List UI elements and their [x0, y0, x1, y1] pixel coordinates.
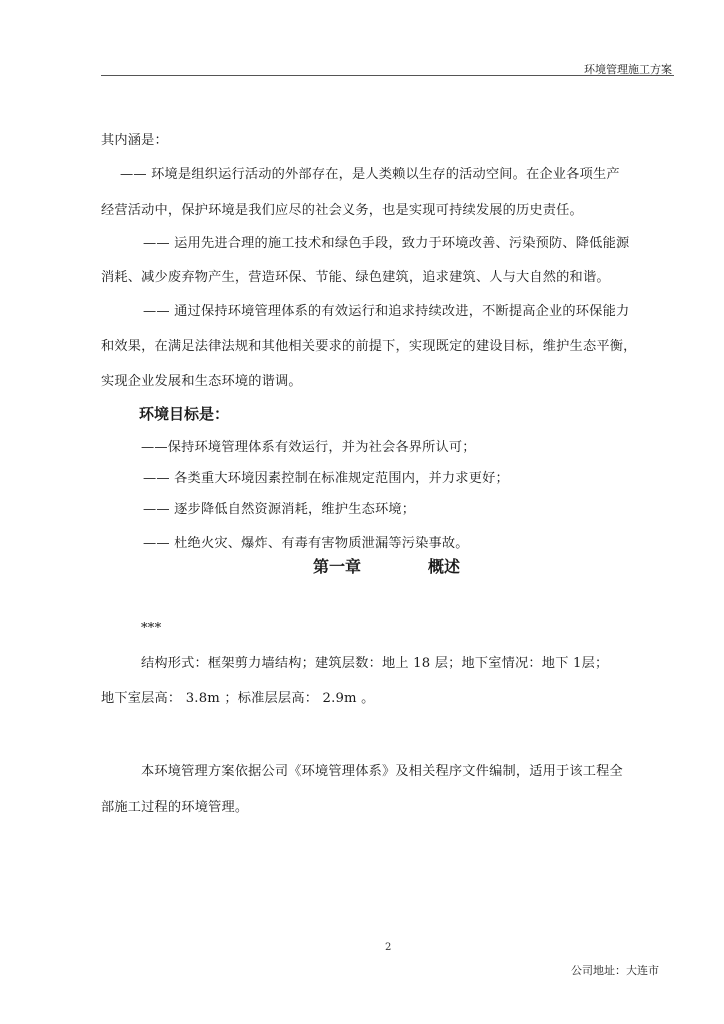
header-title: 环境管理施工方案	[584, 63, 672, 76]
intro-item-1-line-2: 经营活动中，保护环境是我们应尽的社会义务，也是实现可持续发展的历史责任。	[101, 203, 583, 218]
intro-item-3-line-3: 实现企业发展和生态环境的谐调。	[101, 374, 302, 389]
intro-item-2-line-1: —— 运用先进合理的施工技术和绿色手段，致力于环境改善、污染预防、降低能源	[143, 236, 630, 251]
page-number: 2	[385, 942, 392, 953]
goals-heading: 环境目标是：	[139, 405, 230, 423]
chapter-title: 概述	[428, 557, 461, 576]
project-name: ***	[141, 621, 162, 636]
intro-item-1-line-1: —— 环境是组织运行活动的外部存在，是人类赖以生存的活动空间。在企业各项生产	[120, 167, 620, 182]
goal-item: —— 各类重大环境因素控制在标准规定范围内，并力求更好；	[143, 471, 509, 486]
footer-address: 公司地址：大连市	[571, 964, 659, 977]
intro-item-3-line-2: 和效果，在满足法律法规和其他相关要求的前提下，实现既定的建设目标，维护生态平衡，	[101, 339, 637, 354]
header-divider	[101, 75, 674, 76]
intro-label: 其内涵是：	[101, 133, 168, 148]
structure-line-1: 结构形式：框架剪力墙结构；建筑层数：地上 18 层；地下室情况：地下 1层；	[141, 656, 609, 671]
basis-line-1: 本环境管理方案依据公司《环境管理体系》及相关程序文件编制，适用于该工程全	[141, 764, 623, 779]
goal-item: —— 杜绝火灾、爆炸、有毒有害物质泄漏等污染事故。	[143, 536, 469, 551]
goal-item: ——保持环境管理体系有效运行，并为社会各界所认可；	[141, 440, 476, 455]
intro-item-3-line-1: —— 通过保持环境管理体系的有效运行和追求持续改进，不断提高企业的环保能力	[143, 304, 630, 319]
basis-line-2: 部施工过程的环境管理。	[101, 800, 249, 815]
structure-line-2: 地下室层高： 3.8m ；标准层层高： 2.9m 。	[101, 691, 375, 706]
chapter-number: 第一章	[313, 557, 362, 576]
goal-item: —— 逐步降低自然资源消耗，维护生态环境；	[143, 502, 416, 517]
intro-item-2-line-2: 消耗、减少废弃物产生，营造环保、节能、绿色建筑，追求建筑、人与大自然的和谐。	[101, 270, 610, 285]
